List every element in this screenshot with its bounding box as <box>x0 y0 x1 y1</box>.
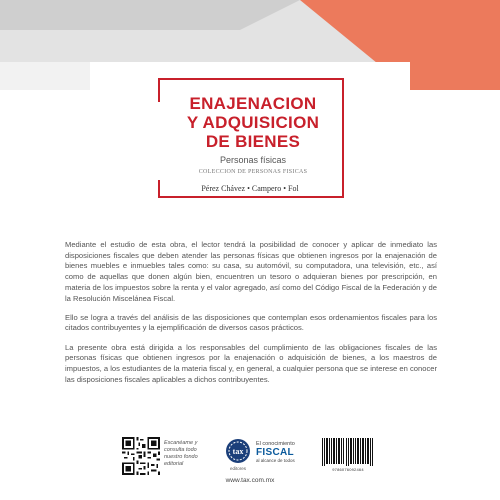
fiscal-slogan-main: FISCAL <box>256 447 294 458</box>
fiscal-slogan-top: El conocimiento <box>256 441 295 447</box>
synopsis <box>65 240 437 394</box>
isbn-barcode <box>320 437 376 473</box>
title-line-1: ENAJENACION <box>189 94 317 113</box>
publisher-name: editores <box>229 466 246 471</box>
synopsis-paragraph-3: La presente obra está dirigida a los responsables del cumplimiento de las obligaciones fiscales de las personas físicas que obtienen ingresos por la enajenación o adquisición de bienes, a los maestros de impuestos, a los estudiantes de la materia fiscal y, en general, a cualquier persona que se interese en conocer las disposiciones fiscales aplicables a dichos contribuyentes. <box>65 342 437 384</box>
title-line-3: DE BIENES <box>205 132 301 151</box>
cover-thumbnail <box>90 62 410 204</box>
isbn-number: 9786076092464 <box>332 467 364 472</box>
publisher-website-link[interactable]: www.tax.com.mx <box>225 477 275 484</box>
fiscal-slogan-sub: al alcance de todos <box>256 458 295 463</box>
qr-caption: Escanéame y consulta todo nuestro fondo editorial <box>164 440 198 467</box>
svg-text:tax: tax <box>232 447 244 456</box>
synopsis-paragraph-2: Ello se logra a través del análisis de las disposiciones que contemplan esos ordenamientos fiscales para los citados contribuyentes y la ejemplificación de diversos casos prácticos. <box>65 312 437 333</box>
qr-code-icon[interactable] <box>122 437 160 475</box>
authors-line: Pérez Chávez • Campero • Fol <box>201 184 299 193</box>
book-subtitle: Personas físicas <box>219 155 287 165</box>
synopsis-paragraph-1: Mediante el estudio de esta obra, el lector tendrá la posibilidad de conocer y aplicar de inmediato las disposiciones fiscales que deben atender las personas físicas que obtienen ingresos por la enajenación de bienes muebles e inmuebles tales como: su casa, su automóvil, su computadora, una televisión, etc., así como de aquellas que donen algún bien, encuentren un tesoro o adquieran bienes por prescripción, en materia de los impuestos sobre la renta y el valor agregado, así como del Código Fiscal de la Federación y de la Resolución Miscelánea Fiscal. <box>65 240 437 303</box>
collection-name: COLECCION DE PERSONAS FISICAS <box>198 169 308 175</box>
fiscal-slogan <box>256 441 308 463</box>
title-line-2: Y ADQUISICION <box>186 113 320 132</box>
title-frame <box>158 78 344 198</box>
